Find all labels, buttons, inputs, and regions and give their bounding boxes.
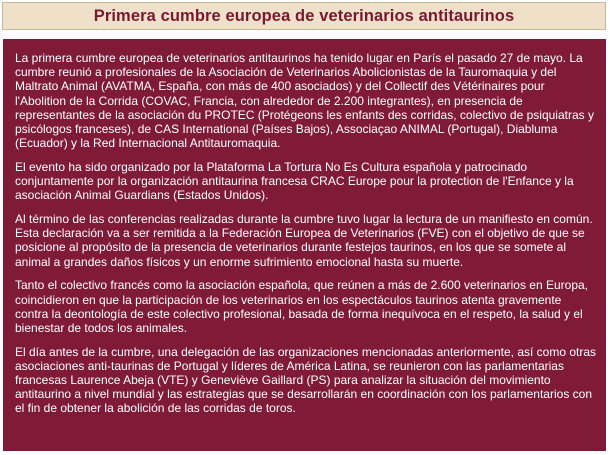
article-body: [3, 39, 606, 451]
article-paragraph: La primera cumbre europea de veterinarios antitaurinos ha tenido lugar en París el pasado 27 de mayo. La cumbre reunió a profesionales de la Asociación de Veterinarios Abolicionistas de la Tauromaquia y del Maltrato Animal (AVATMA, España, con más de 400 asociados) y del Collectif des Vétérinaires pour l'Abolition de la Corrida (COVAC, Francia, con alrededor de 2.200 integrantes), en presencia de representantes de la asociación du PROTEC (Protégeons les enfants des corridas, colectivo de psiquiatras y psicólogos franceses), de CAS International (Países Bajos), Associaçao ANIMAL (Portugal), Diabluma (Ecuador) y la Red Internacional Antitauromaquia.: [15, 51, 594, 151]
article-paragraph: Al término de las conferencias realizadas durante la cumbre tuvo lugar la lectura de un manifiesto en común. Esta declaración va a ser remitida a la Federación Europea de Veterinarios (FVE) con el objetivo de que se posicione al propósito de la presencia de veterinarios durante festejos taurinos, en los que se somete al animal a grandes daños físicos y un enorme sufrimiento emocional hasta su muerte.: [15, 212, 593, 269]
article-paragraph: El evento ha sido organizado por la Plataforma La Tortura No Es Cultura española y patrocinado conjuntamente por la organización antitaurina francesa CRAC Europe pour la protection de l'Enfance y la asociación Animal Guardians (Estados Unidos).: [15, 159, 574, 203]
article-paragraph: El día antes de la cumbre, una delegación de las organizaciones mencionadas anteriormente, así como otras asociaciones anti-taurinas de Portugal y líderes de América Latina, se reunieron con las parlamentarias francesas Laurence Abeja (VTE) y Geneviève Gaillard (PS) para analizar la situación del movimiento antitaurino a nivel mundial y las estrategias que se desarrollarán en coordinación con los parlamentarios con el fin de obtener la abolición de las corridas de toros.: [15, 344, 597, 416]
article-paragraph: Tanto el colectivo francés como la asociación española, que reúnen a más de 2.600 veterinarios en Europa, coincidieron en que la participación de los veterinarios en los espectáculos taurinos atenta gravemente contra la deontología de este colectivo profesional, basada de forma inequívoca en el respeto, la salud y el bienestar de todos los animales.: [15, 278, 589, 335]
article-title: Primera cumbre europea de veterinarios antitaurinos: [93, 6, 515, 25]
article-title-bar: [2, 2, 606, 30]
